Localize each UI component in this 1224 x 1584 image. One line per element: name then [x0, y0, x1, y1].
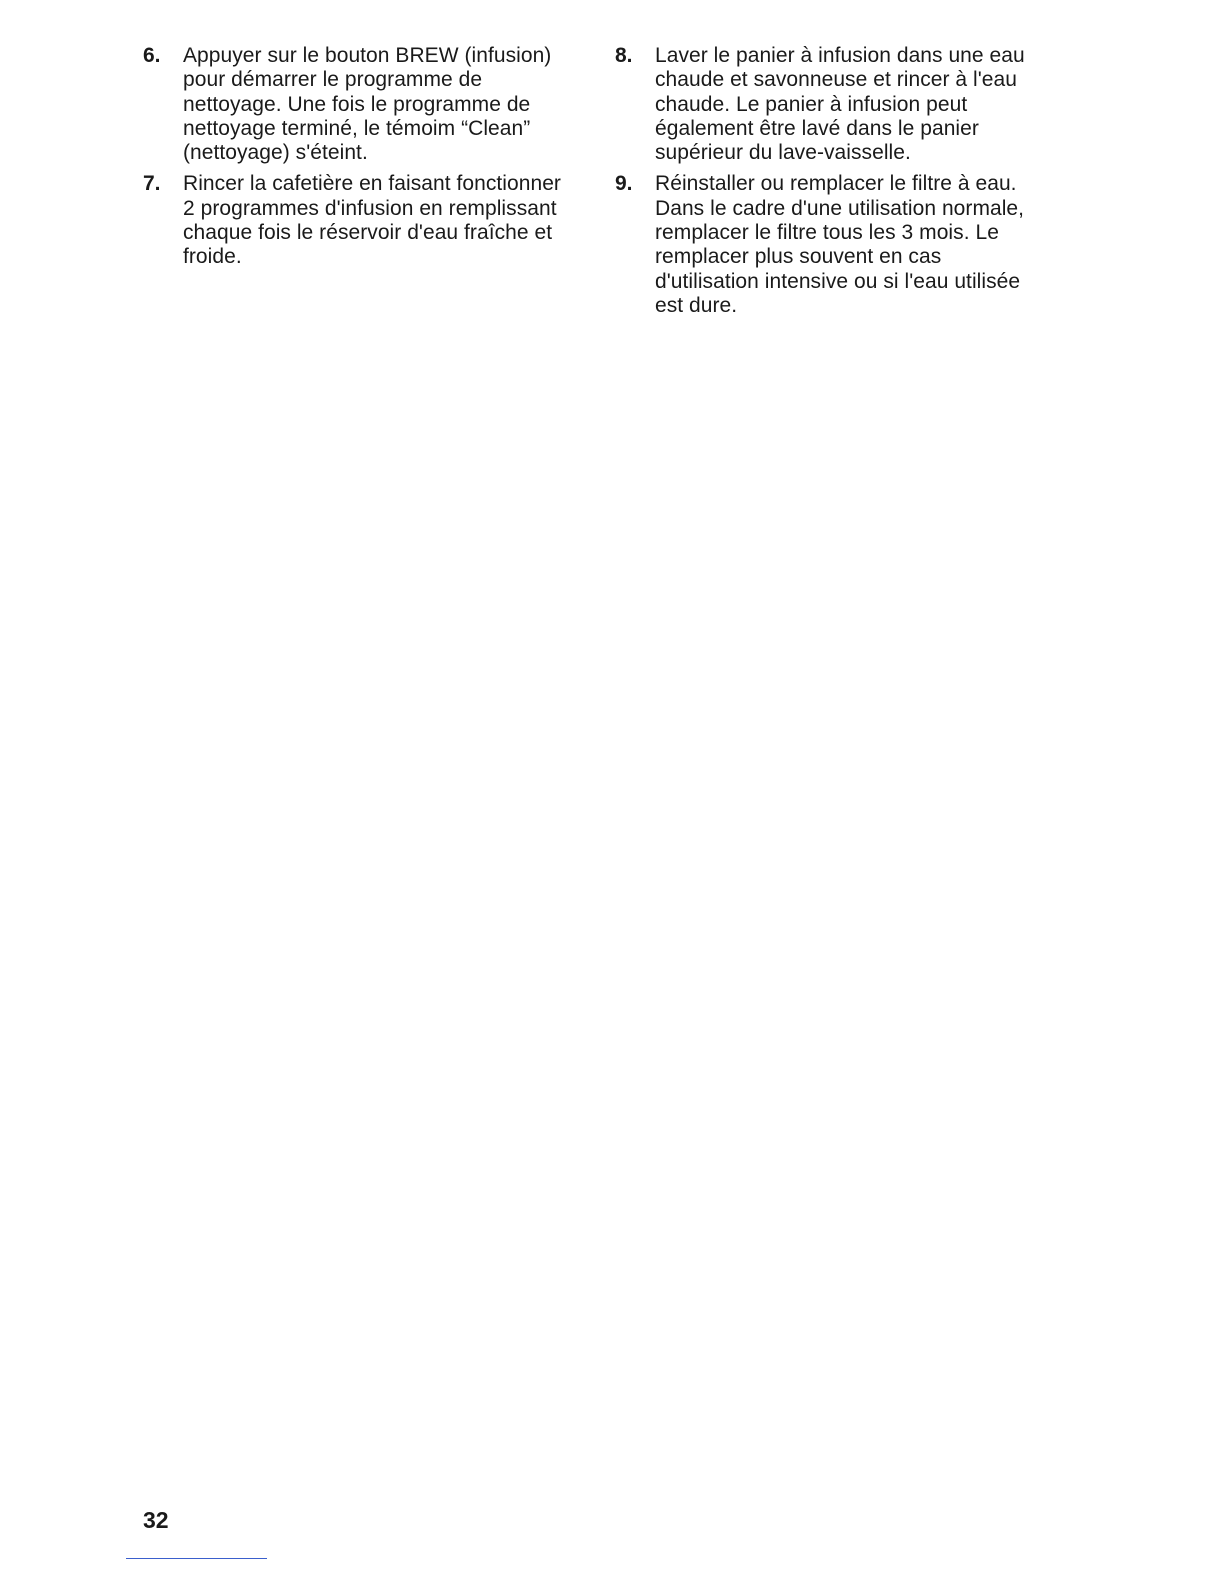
right-column [615, 44, 1075, 325]
step-text: Laver le panier à infusion dans une eau chaude et savonneuse et rincer à l'eau chaude. Le panier à infusion peut également être lavé dans le panier supérieur du lave-vaisselle. [655, 44, 1025, 165]
step-9 [615, 172, 1075, 318]
page-number: 32 [143, 1507, 169, 1533]
left-column [143, 44, 603, 277]
step-number: 9. [615, 172, 633, 196]
step-8 [615, 44, 1075, 165]
step-number: 8. [615, 44, 633, 67]
step-text: Appuyer sur le bouton BREW (infusion) pour démarrer le programme de nettoyage. Une fois le programme de nettoyage terminé, le témoim “Clean” (nettoyage) s'éteint. [183, 44, 552, 165]
step-7 [143, 172, 603, 269]
step-number: 6. [143, 44, 161, 67]
step-6 [143, 44, 603, 165]
step-number: 7. [143, 172, 161, 196]
step-text: Rincer la cafetière en faisant fonctionner 2 programmes d'infusion en remplissant chaque fois le réservoir d'eau fraîche et froide. [183, 172, 561, 269]
step-text: Réinstaller ou remplacer le filtre à eau. Dans le cadre d'une utilisation normale, remplacer le filtre tous les 3 mois. Le remplacer plus souvent en cas d'utilisation intensive ou si l'eau utilisée est dure. [655, 172, 1025, 317]
footer-rule [126, 1558, 267, 1559]
